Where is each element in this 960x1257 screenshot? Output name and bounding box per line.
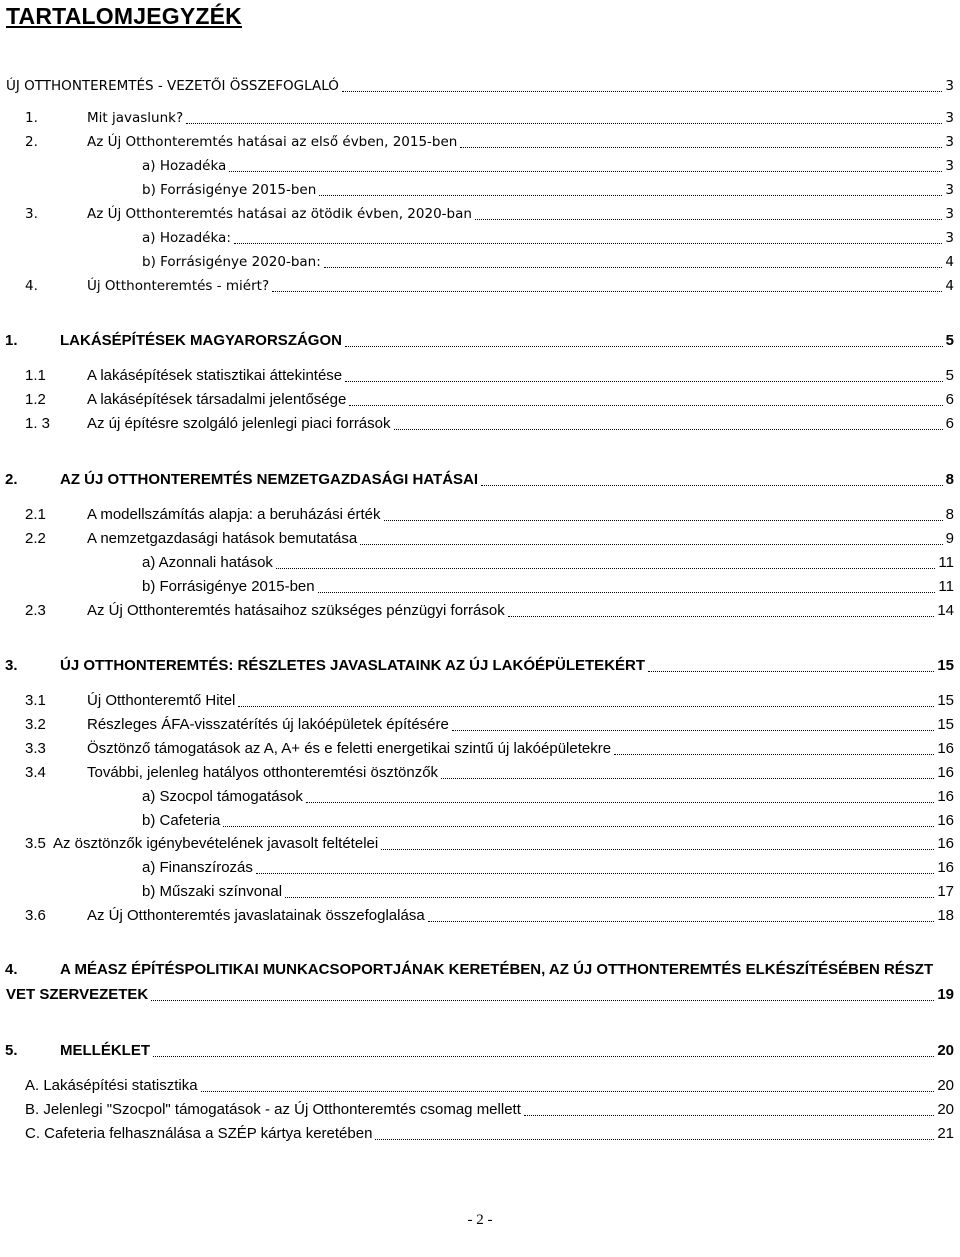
toc-entry[interactable] bbox=[0, 529, 954, 549]
toc-entry-page: 20 bbox=[937, 1042, 954, 1059]
dot-leader bbox=[481, 485, 943, 486]
toc-entry-number: 2. bbox=[25, 134, 38, 150]
toc-entry-page: 5 bbox=[945, 332, 954, 349]
toc-entry-page: 3 bbox=[945, 206, 954, 222]
dot-leader bbox=[238, 706, 934, 707]
toc-entry-title: Mit javaslunk? bbox=[87, 110, 184, 126]
toc-entry-number: 3.3 bbox=[25, 740, 46, 757]
toc-entry[interactable] bbox=[0, 276, 954, 296]
toc-entry[interactable] bbox=[0, 76, 954, 96]
toc-entry-page: 5 bbox=[945, 367, 954, 384]
toc-entry-number: 3.4 bbox=[25, 764, 46, 781]
toc-entry-number: 1. bbox=[25, 110, 38, 126]
toc-entry-title: ÚJ OTTHONTEREMTÉS: RÉSZLETES JAVASLATAINK AZ ÚJ LAKÓÉPÜLETEKÉRT bbox=[60, 657, 646, 674]
toc-entry-page: 20 bbox=[937, 1101, 954, 1118]
toc-entry[interactable] bbox=[0, 553, 954, 573]
toc-entry-page: 4 bbox=[945, 254, 954, 270]
toc-entry-number: 2.3 bbox=[25, 602, 46, 619]
toc-entry-page: 16 bbox=[937, 788, 954, 805]
dot-leader bbox=[648, 671, 934, 672]
dot-leader bbox=[223, 826, 934, 827]
toc-entry-page: 18 bbox=[937, 907, 954, 924]
toc-entry-page: 9 bbox=[945, 530, 954, 547]
toc-entry-number: 4. bbox=[5, 961, 18, 978]
dot-leader bbox=[272, 291, 942, 292]
toc-entry-title: A nemzetgazdasági hatások bemutatása bbox=[87, 530, 358, 547]
toc-entry[interactable] bbox=[0, 390, 954, 410]
toc-entry-number: 3.2 bbox=[25, 716, 46, 733]
toc-entry-page: 20 bbox=[937, 1077, 954, 1094]
dot-leader bbox=[285, 897, 934, 898]
toc-entry[interactable] bbox=[0, 739, 954, 759]
dot-leader bbox=[428, 921, 934, 922]
toc-entry[interactable] bbox=[0, 601, 954, 621]
toc-entry[interactable] bbox=[0, 656, 954, 676]
toc-entry-number: 3. bbox=[5, 657, 18, 674]
toc-entry-title: Új Otthonteremtés - miért? bbox=[87, 278, 270, 294]
page-number-footer: - 2 - bbox=[467, 1212, 493, 1228]
toc-entry-title: A. Lakásépítési statisztika bbox=[25, 1077, 198, 1094]
toc-entry-title: b) Műszaki színvonal bbox=[142, 883, 283, 900]
toc-entry-number: 1.2 bbox=[25, 391, 46, 408]
dot-leader bbox=[384, 520, 943, 521]
toc-entry-page: 6 bbox=[945, 391, 954, 408]
dot-leader bbox=[460, 147, 942, 148]
toc-entry-title: Az Új Otthonteremtés hatásai az ötödik évben, 2020-ban bbox=[87, 206, 472, 222]
dot-leader bbox=[186, 123, 942, 124]
toc-entry-page: 8 bbox=[945, 471, 954, 488]
toc-entry-number: 2.1 bbox=[25, 506, 46, 523]
toc-entry-title: MELLÉKLET bbox=[60, 1042, 150, 1059]
toc-entry-number: 1.1 bbox=[25, 367, 46, 384]
toc-entry-page: 16 bbox=[937, 740, 954, 757]
toc-entry[interactable] bbox=[0, 156, 954, 176]
toc-entry-title: A modellszámítás alapja: a beruházási érték bbox=[87, 506, 381, 523]
dot-leader bbox=[375, 1139, 934, 1140]
toc-entry-title: AZ ÚJ OTTHONTEREMTÉS NEMZETGAZDASÁGI HATÁSAI bbox=[60, 471, 479, 488]
toc-entry[interactable] bbox=[0, 252, 954, 272]
dot-leader bbox=[256, 873, 934, 874]
toc-entry-page: 17 bbox=[937, 883, 954, 900]
toc-entry-title: További, jelenleg hatályos otthonteremtési ösztönzők bbox=[87, 764, 439, 781]
toc-entry-page: 3 bbox=[945, 230, 954, 246]
toc-entry-number: 2. bbox=[5, 471, 18, 488]
toc-entry-title: Ösztönző támogatások az A, A+ és e feletti energetikai szintű új lakóépületekre bbox=[87, 740, 612, 757]
dot-leader bbox=[201, 1091, 934, 1092]
toc-entry-title: Az Új Otthonteremtés hatásai az első évben, 2015-ben bbox=[87, 134, 458, 150]
toc-entry-number: 5. bbox=[5, 1042, 18, 1059]
toc-entry[interactable] bbox=[0, 366, 954, 386]
toc-entry[interactable] bbox=[0, 577, 954, 597]
toc-entry[interactable] bbox=[0, 763, 954, 783]
toc-entry-title: C. Cafeteria felhasználása a SZÉP kártya keretében bbox=[25, 1125, 373, 1142]
dot-leader bbox=[342, 91, 942, 92]
toc-entry-number: 1. bbox=[5, 332, 18, 349]
toc-entry-title: A MÉASZ ÉPÍTÉSPOLITIKAI MUNKACSOPORTJÁNAK KERETÉBEN, AZ ÚJ OTTHONTEREMTÉS ELKÉSZÍTÉSÉBEN RÉSZT bbox=[60, 961, 934, 978]
toc-entry[interactable] bbox=[0, 811, 954, 831]
toc-entry-title: Új Otthonteremtő Hitel bbox=[87, 692, 236, 709]
toc-entry-title: a) Azonnali hatások bbox=[142, 554, 273, 571]
toc-entry-page: 19 bbox=[937, 986, 954, 1003]
toc-entry-number: 4. bbox=[25, 278, 38, 294]
page-title: TARTALOMJEGYZÉK bbox=[6, 3, 242, 29]
toc-entry[interactable] bbox=[0, 414, 954, 434]
toc-entry-number: 3.5 bbox=[25, 835, 46, 852]
toc-entry-number: 2.2 bbox=[25, 530, 46, 547]
toc-entry-title: a) Finanszírozás bbox=[142, 859, 253, 876]
toc-entry-number: 3. bbox=[25, 206, 38, 222]
toc-entry[interactable] bbox=[0, 331, 954, 351]
dot-leader bbox=[234, 243, 942, 244]
toc-entry-page: 14 bbox=[937, 602, 954, 619]
toc-entry[interactable] bbox=[0, 787, 954, 807]
toc-entry[interactable] bbox=[0, 960, 954, 980]
toc-entry-title: Az ösztönzők igénybevételének javasolt feltételei bbox=[53, 835, 379, 852]
toc-entry-page: 3 bbox=[945, 78, 954, 94]
toc-entry-title: A lakásépítések társadalmi jelentősége bbox=[87, 391, 347, 408]
toc-entry-page: 15 bbox=[937, 692, 954, 709]
toc-entry-page: 16 bbox=[937, 835, 954, 852]
toc-entry[interactable] bbox=[0, 505, 954, 525]
toc-entry-page: 3 bbox=[945, 110, 954, 126]
toc-entry[interactable] bbox=[0, 985, 954, 1005]
toc-entry[interactable] bbox=[0, 228, 954, 248]
toc-entry-title: b) Forrásigénye 2020-ban: bbox=[142, 254, 321, 270]
toc-entry-page: 16 bbox=[937, 764, 954, 781]
toc-entry-title: Részleges ÁFA-visszatérítés új lakóépületek építésére bbox=[87, 716, 449, 733]
toc-entry-title: b) Cafeteria bbox=[142, 812, 221, 829]
toc-entry-page: 3 bbox=[945, 134, 954, 150]
dot-leader bbox=[441, 778, 934, 779]
toc-entry[interactable] bbox=[0, 132, 954, 152]
toc-entry-page: 15 bbox=[937, 716, 954, 733]
toc-entry-page: 11 bbox=[938, 554, 954, 571]
dot-leader bbox=[524, 1115, 934, 1116]
dot-leader bbox=[508, 616, 934, 617]
dot-leader bbox=[151, 1000, 934, 1001]
toc-entry-title: B. Jelenlegi "Szocpol" támogatások - az Új Otthonteremtés csomag mellett bbox=[25, 1101, 521, 1118]
toc-entry-number: 3.1 bbox=[25, 692, 46, 709]
toc-entry-title: a) Szocpol támogatások bbox=[142, 788, 303, 805]
dot-leader bbox=[318, 592, 935, 593]
toc-entry[interactable] bbox=[0, 691, 954, 711]
toc-entry-title: LAKÁSÉPÍTÉSEK MAGYARORSZÁGON bbox=[60, 332, 342, 349]
dot-leader bbox=[394, 429, 943, 430]
toc-entry[interactable] bbox=[0, 180, 954, 200]
dot-leader bbox=[345, 346, 943, 347]
dot-leader bbox=[360, 544, 943, 545]
toc-entry-page: 3 bbox=[945, 158, 954, 174]
toc-entry-title: a) Hozadéka: bbox=[142, 230, 231, 246]
toc-entry-page: 8 bbox=[945, 506, 954, 523]
toc-entry-title: ÚJ OTTHONTEREMTÉS - VEZETŐI ÖSSZEFOGLALÓ bbox=[6, 78, 339, 94]
toc-entry[interactable] bbox=[0, 108, 954, 128]
toc-entry[interactable] bbox=[0, 715, 954, 735]
toc-entry-title: Az Új Otthonteremtés hatásaihoz szükséges pénzügyi források bbox=[87, 602, 505, 619]
dot-leader bbox=[306, 802, 934, 803]
dot-leader bbox=[319, 195, 942, 196]
toc-entry-title: Az új építésre szolgáló jelenlegi piaci források bbox=[87, 415, 391, 432]
toc-entry-title: Az Új Otthonteremtés javaslatainak összefoglalása bbox=[87, 907, 425, 924]
toc-entry-number: 3.6 bbox=[25, 907, 46, 924]
toc-entry[interactable] bbox=[0, 1100, 954, 1120]
dot-leader bbox=[614, 754, 934, 755]
toc-entry[interactable] bbox=[0, 882, 954, 902]
toc-entry-title: VET SZERVEZETEK bbox=[6, 986, 149, 1003]
toc-entry-page: 11 bbox=[938, 578, 954, 595]
dot-leader bbox=[276, 568, 935, 569]
toc-entry-page: 21 bbox=[937, 1125, 954, 1142]
toc-entry-number: 1. 3 bbox=[25, 415, 51, 432]
toc-entry-page: 6 bbox=[945, 415, 954, 432]
toc-entry[interactable] bbox=[0, 470, 954, 490]
dot-leader bbox=[324, 267, 942, 268]
toc-entry[interactable] bbox=[0, 1076, 954, 1096]
dot-leader bbox=[229, 171, 942, 172]
toc-entry-title: A lakásépítések statisztikai áttekintése bbox=[87, 367, 343, 384]
toc-entry[interactable] bbox=[0, 906, 954, 926]
toc-entry[interactable] bbox=[0, 204, 954, 224]
toc-entry[interactable] bbox=[0, 1124, 954, 1144]
toc-entry-page: 15 bbox=[937, 657, 954, 674]
toc-entry-page: 16 bbox=[937, 859, 954, 876]
toc-entry[interactable] bbox=[0, 834, 954, 854]
dot-leader bbox=[475, 219, 942, 220]
dot-leader bbox=[153, 1056, 934, 1057]
toc-entry-page: 3 bbox=[945, 182, 954, 198]
dot-leader bbox=[345, 381, 943, 382]
toc-entry-page: 4 bbox=[945, 278, 954, 294]
toc-entry-title: b) Forrásigénye 2015-ben bbox=[142, 578, 315, 595]
toc-entry[interactable] bbox=[0, 858, 954, 878]
toc-entry-title: b) Forrásigénye 2015-ben bbox=[142, 182, 317, 198]
toc-entry[interactable] bbox=[0, 1041, 954, 1061]
dot-leader bbox=[452, 730, 934, 731]
dot-leader bbox=[381, 849, 934, 850]
toc-entry-title: a) Hozadéka bbox=[142, 158, 227, 174]
toc-entry-page: 16 bbox=[937, 812, 954, 829]
dot-leader bbox=[349, 405, 943, 406]
